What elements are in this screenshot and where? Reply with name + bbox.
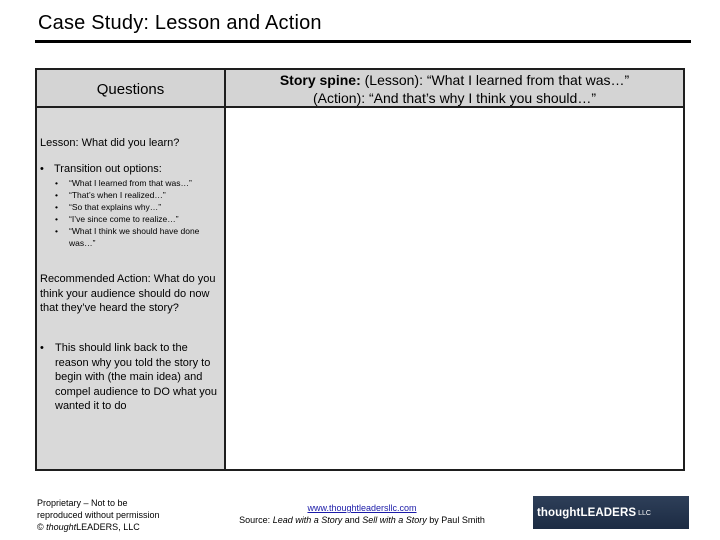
- logo-text: thoughtLEADERS: [537, 506, 637, 519]
- story-spine-action: (Action): “And that’s why I think you should…”: [313, 90, 596, 106]
- thoughtleaders-logo: [533, 496, 689, 529]
- story-table: [35, 68, 685, 471]
- proprietary-notice: [37, 497, 160, 533]
- list-item: • “I’ve since come to realize…”: [51, 213, 226, 225]
- list-item: • “What I learned from that was…”: [51, 177, 226, 189]
- bullet-icon: •: [40, 342, 44, 354]
- list-item: • “So that explains why…”: [51, 201, 226, 213]
- action-bullet-text: This should link back to the reason why you told the story to begin with (the main idea) and compel audience to DO what you wanted it to do: [55, 342, 218, 412]
- source-line: [222, 514, 502, 526]
- story-column[interactable]: [226, 108, 683, 469]
- story-spine-line1: [226, 71, 683, 89]
- list-item: • “That’s when I realized…”: [51, 189, 226, 201]
- copyright-thought: thought: [46, 522, 77, 532]
- notice-line3: [37, 521, 160, 533]
- story-spine-label: Story spine:: [279, 72, 361, 88]
- title-divider: [35, 40, 691, 43]
- notice-line2: reproduced without permission: [37, 510, 160, 520]
- action-question: Recommended Action: What do you think your audience should do now that they’ve heard the story?: [40, 273, 216, 314]
- story-spine-header: [226, 70, 683, 108]
- notice-line1: Proprietary – Not to be: [37, 498, 128, 508]
- list-item: • “What I think we should have done was…”: [51, 225, 226, 249]
- source-book-1: Lead with a Story: [272, 515, 343, 525]
- transition-label-text: Transition out options:: [54, 163, 162, 175]
- website-link[interactable]: www.thoughtleadersllc.com: [307, 503, 417, 513]
- slide-title: Case Study: Lesson and Action: [38, 12, 322, 34]
- source-suffix: by Paul Smith: [426, 515, 485, 525]
- copyright-leaders: LEADERS, LLC: [76, 522, 140, 532]
- questions-header: Questions: [37, 70, 226, 108]
- action-bullet: [40, 341, 220, 414]
- logo-suffix: LLC: [638, 510, 651, 517]
- story-spine-lesson: (Lesson): “What I learned from that was…”: [360, 72, 630, 88]
- transition-options-list: [51, 177, 226, 249]
- copyright-symbol: ©: [37, 522, 47, 532]
- lesson-question: Lesson: What did you learn?: [40, 137, 180, 149]
- footer-source: [222, 502, 502, 526]
- source-book-2: Sell with a Story: [362, 515, 427, 525]
- transition-label: [40, 162, 162, 177]
- source-and: and: [342, 515, 363, 525]
- source-prefix: Source:: [239, 515, 273, 525]
- bullet-icon: •: [40, 163, 44, 175]
